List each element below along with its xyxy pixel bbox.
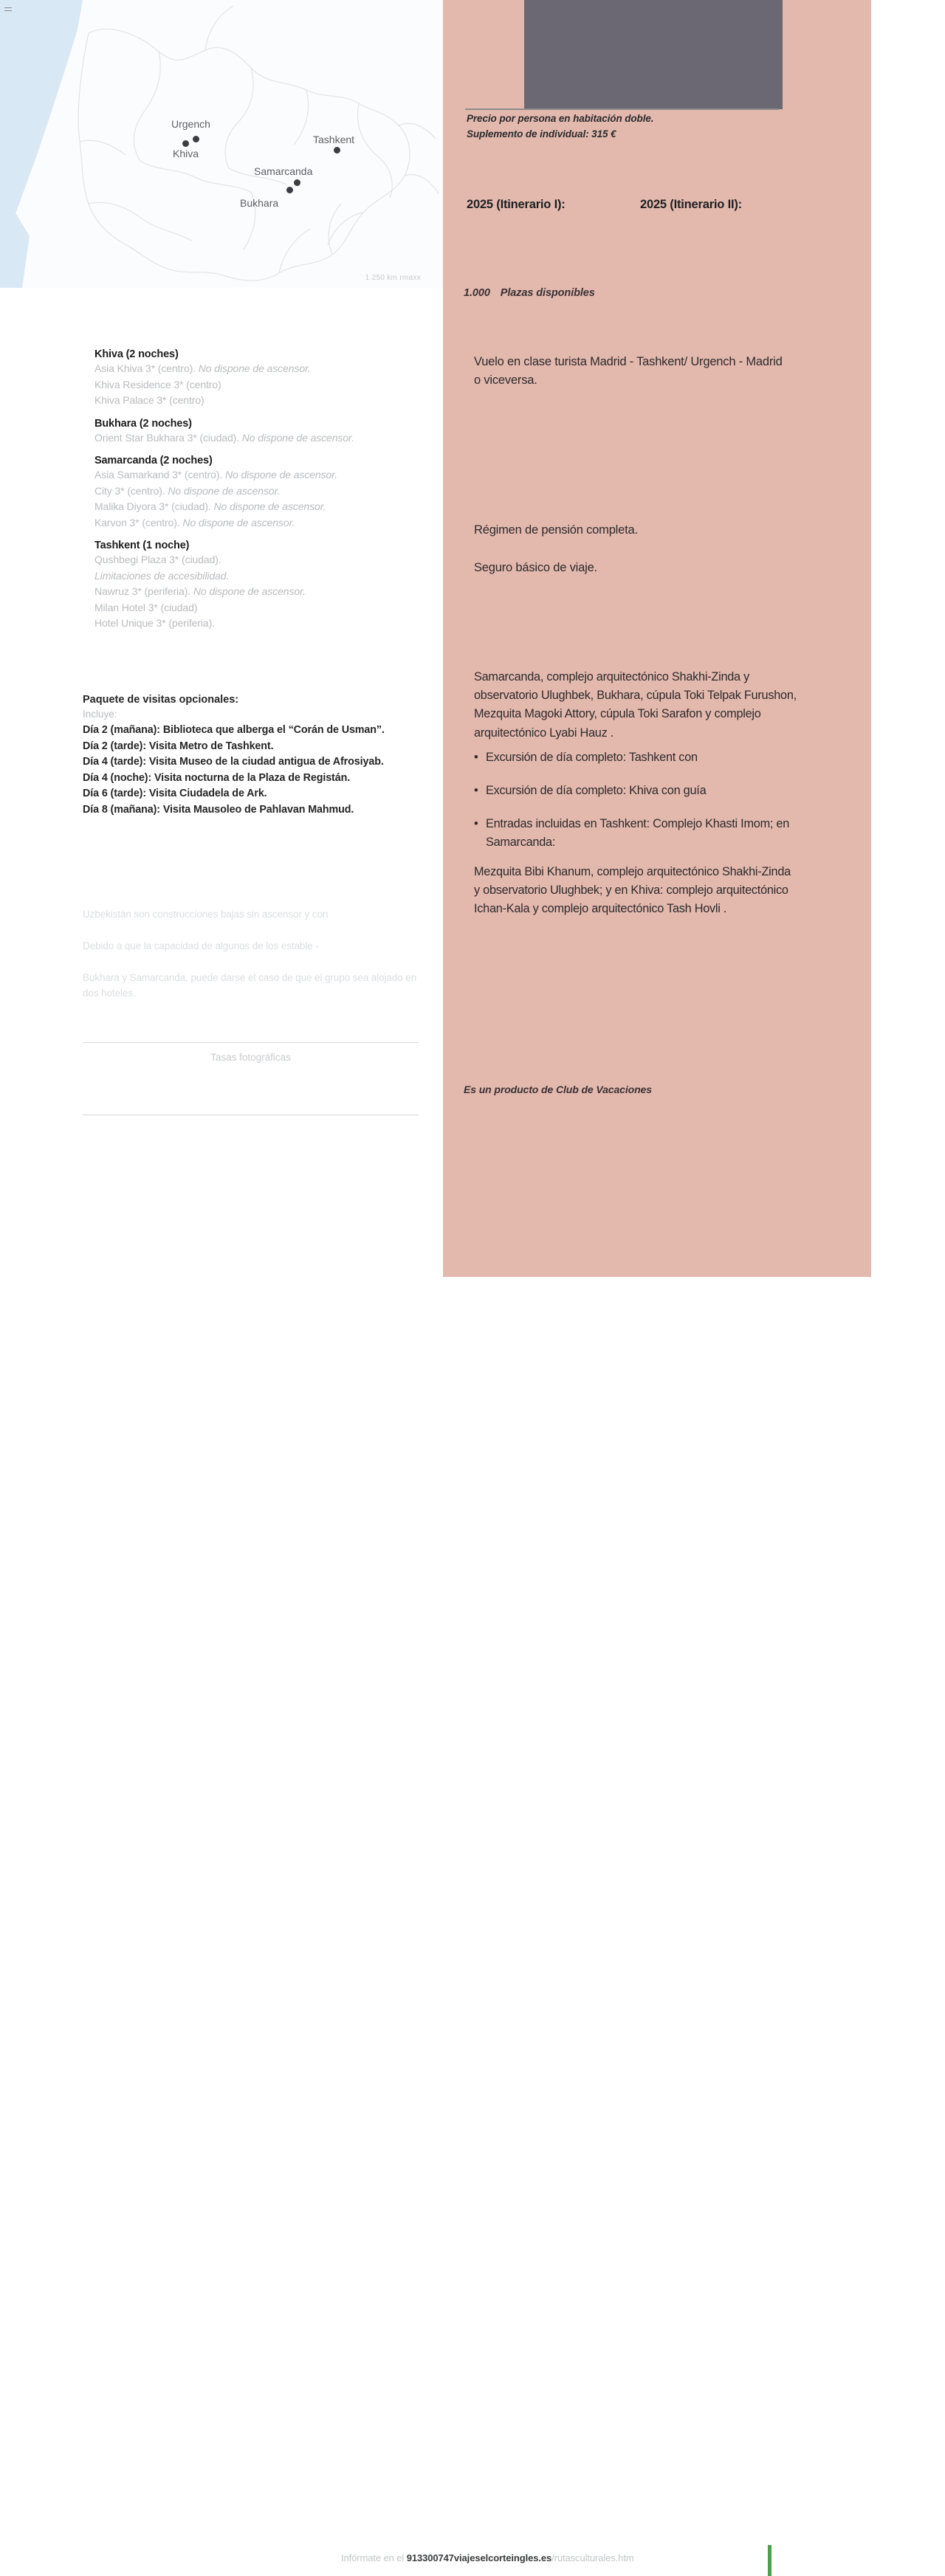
optional-visit-item: Día 4 (tarde): Visita Museo de la ciudad antigua de Afrosiyab. bbox=[83, 756, 384, 768]
optional-visit-item: Día 2 (tarde): Visita Metro de Tashkent. bbox=[83, 740, 274, 752]
map-label-khiva: Khiva bbox=[173, 148, 199, 159]
included-flight: Vuelo en clase turista Madrid - Tashkent/ Urgench - Madrid o viceversa. bbox=[474, 355, 783, 387]
available-seats-label: Plazas disponibles bbox=[500, 287, 595, 299]
map-dot-khiva bbox=[182, 140, 189, 147]
available-seats-count: 1.000 bbox=[464, 287, 490, 299]
map-scale-label: 1.250 km rmaxx bbox=[365, 274, 421, 282]
hotel-line: Khiva Residence 3* (centro) bbox=[94, 378, 221, 390]
hotel-city-heading: Samarcanda (2 noches) bbox=[94, 455, 213, 466]
divider-top bbox=[83, 1042, 419, 1043]
hotel-city-heading: Khiva (2 noches) bbox=[94, 348, 179, 360]
right-panel bbox=[443, 0, 871, 1270]
hotel-line: Karvon 3* (centro). No dispone de ascensor. bbox=[94, 516, 295, 528]
optional-visit-item: Día 8 (mañana): Visita Mausoleo de Pahlavan Mahmud. bbox=[83, 803, 354, 816]
hotel-line: Orient Star Bukhara 3* (ciudad). No dispone de ascensor. bbox=[94, 431, 354, 444]
hotel-line: City 3* (centro). No dispone de ascensor. bbox=[94, 484, 281, 497]
product-credit: Es un producto de Club de Vacaciones bbox=[464, 1084, 652, 1095]
excursions-section bbox=[474, 668, 799, 918]
excursion-intro: Samarcanda, complejo arquitectónico Shakhi-Zinda y observatorio Ulughbek, Bukhara, cúpula Toki Telpak Furushon, Mezquita Magoki Attory, cúpula Toki Sarafon y complejo arquitectónico Lyabi Hauz . bbox=[474, 670, 797, 740]
optional-visit-item: Día 4 (noche): Visita nocturna de la Plaza de Registán. bbox=[83, 771, 351, 784]
hotel-line: Asia Samarkand 3* (centro). No dispone de ascensor. bbox=[94, 469, 338, 481]
itinerary-headers bbox=[467, 198, 850, 212]
header-photo bbox=[524, 0, 783, 109]
hotel-line: Milan Hotel 3* (ciudad) bbox=[94, 601, 198, 613]
excursion-tail: Mezquita Bibi Khanum, complejo arquitectónico Shakhi-Zinda y observatorio Ulughbek; y en Khiva: complejo arquitectónico Ichan-Kala y complejo arquitectónico Tash Hovli . bbox=[474, 864, 791, 916]
price-note-line-1: Precio por persona en habitación doble. bbox=[467, 113, 654, 124]
excursion-bullet-tashkent: • Excursión de día completo: Tashkent con bbox=[474, 748, 799, 767]
optional-visits-incluye-label: Incluye: bbox=[83, 709, 117, 720]
tasas-label: Tasas fotográficas bbox=[210, 1052, 291, 1063]
included-insurance: Seguro básico de viaje. bbox=[474, 561, 597, 574]
optional-visits-items bbox=[83, 723, 416, 818]
map-label-samarcanda: Samarcanda bbox=[254, 165, 313, 177]
available-seats bbox=[464, 287, 595, 299]
price-divider bbox=[465, 109, 779, 110]
note-paragraph: Uzbekistán son construcciones bajas sin ascensor y con bbox=[83, 909, 329, 920]
hotel-line: Hotel Unique 3* (periferia). bbox=[94, 617, 215, 629]
footer-panel-stub bbox=[443, 1270, 871, 1277]
footer-contact bbox=[341, 2552, 634, 2563]
hotel-line: Nawruz 3* (periferia). No dispone de ascensor. bbox=[94, 585, 306, 597]
hotels-list bbox=[94, 348, 419, 632]
hotel-line: Khiva Palace 3* (centro) bbox=[94, 394, 205, 406]
hotel-line: Limitaciones de accesibilidad. bbox=[94, 569, 230, 582]
itinerary-2-header: 2025 (Itinerario II): bbox=[640, 198, 742, 211]
footer-suffix: /rutasculturales.htm bbox=[551, 2552, 634, 2563]
hotel-line: Asia Khiva 3* (centro). No dispone de ascensor. bbox=[94, 362, 311, 374]
map-label-bukhara: Bukhara bbox=[240, 197, 279, 209]
note-paragraph: Debido a que la capacidad de algunos de los estable - bbox=[83, 940, 319, 951]
price-note-line-2: Suplemento de individual: 315 € bbox=[467, 128, 616, 140]
included-pension: Régimen de pensión completa. bbox=[474, 523, 638, 537]
footer-prefix: Infórmate en el bbox=[341, 2552, 407, 2563]
optional-visit-item: Día 6 (tarde): Visita Ciudadela de Ark. bbox=[83, 788, 267, 799]
excursion-bullet-entradas: • Entradas incluidas en Tashkent: Complejo Khasti Imom; en Samarcanda: bbox=[474, 815, 799, 852]
footer-phone-site[interactable]: 913300747viajeselcorteingles.es bbox=[406, 2552, 552, 2563]
map-dot-tashkent bbox=[334, 147, 340, 154]
map-dot-bukhara bbox=[286, 187, 293, 193]
optional-visits-title: Paquete de visitas opcionales: bbox=[83, 694, 239, 706]
optional-visit-item: Día 2 (mañana): Biblioteca que alberga el “Corán de Usman”. bbox=[83, 724, 385, 736]
accessibility-notes bbox=[83, 906, 430, 1016]
itinerary-1-header: 2025 (Itinerario I): bbox=[467, 198, 566, 211]
hotel-line: Qushbegi Plaza 3* (ciudad). bbox=[94, 554, 221, 565]
map-label-urgench: Urgench bbox=[171, 118, 210, 130]
left-column bbox=[0, 0, 443, 1270]
hotel-city-heading: Bukhara (2 noches) bbox=[94, 417, 192, 430]
map-graphic bbox=[0, 0, 443, 288]
price-note bbox=[467, 111, 777, 142]
map-dot-samarcanda bbox=[294, 179, 300, 186]
excursion-bullet-khiva: • Excursión de día completo: Khiva con guía bbox=[474, 782, 799, 800]
note-paragraph: Bukhara y Samarcanda, puede darse el caso de que el grupo sea alojado en dos hoteles. bbox=[83, 972, 417, 999]
footer bbox=[0, 1270, 945, 2563]
brand-accent-bar bbox=[768, 2545, 772, 2576]
optional-visits-section bbox=[83, 694, 416, 818]
map-dot-urgench bbox=[193, 136, 199, 142]
uzbekistan-map bbox=[0, 0, 443, 288]
crop-mark-icon bbox=[4, 7, 12, 8]
map-label-tashkent: Tashkent bbox=[313, 134, 355, 145]
hotel-city-heading: Tashkent (1 noche) bbox=[94, 540, 190, 551]
hotel-line: Malika Diyora 3* (ciudad). No dispone de ascensor. bbox=[94, 500, 326, 512]
